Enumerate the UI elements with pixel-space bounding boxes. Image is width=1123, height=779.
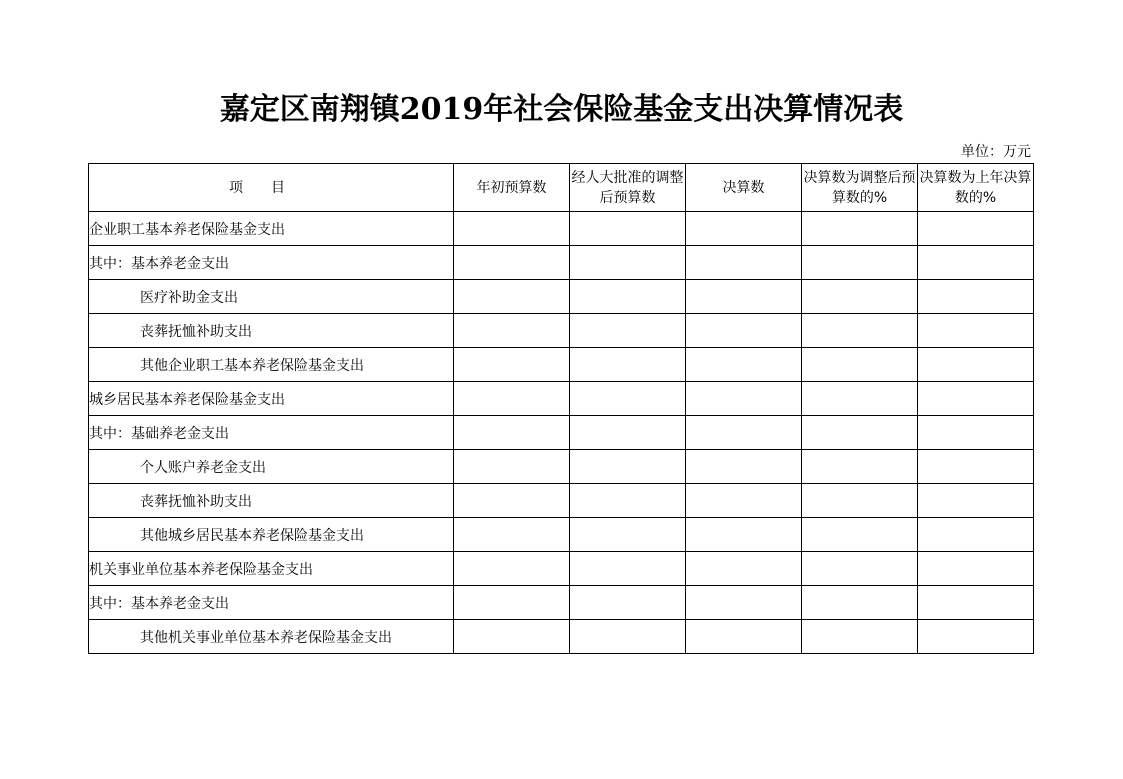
cell-final-amount bbox=[686, 620, 802, 654]
cell-adjusted-budget bbox=[570, 212, 686, 246]
cell-final-amount bbox=[686, 586, 802, 620]
cell-pct-of-last-year bbox=[918, 450, 1034, 484]
row-label: 丧葬抚恤补助支出 bbox=[89, 484, 454, 518]
cell-pct-of-adjusted bbox=[802, 620, 918, 654]
cell-initial-budget bbox=[454, 484, 570, 518]
cell-pct-of-adjusted bbox=[802, 518, 918, 552]
cell-initial-budget bbox=[454, 280, 570, 314]
unit-label: 单位：万元 bbox=[961, 144, 1031, 160]
cell-initial-budget bbox=[454, 382, 570, 416]
cell-pct-of-last-year bbox=[918, 246, 1034, 280]
cell-pct-of-adjusted bbox=[802, 450, 918, 484]
cell-pct-of-last-year bbox=[918, 416, 1034, 450]
cell-adjusted-budget bbox=[570, 450, 686, 484]
cell-adjusted-budget bbox=[570, 518, 686, 552]
cell-initial-budget bbox=[454, 212, 570, 246]
cell-pct-of-last-year bbox=[918, 348, 1034, 382]
cell-initial-budget bbox=[454, 586, 570, 620]
cell-initial-budget bbox=[454, 552, 570, 586]
cell-pct-of-adjusted bbox=[802, 416, 918, 450]
cell-final-amount bbox=[686, 246, 802, 280]
cell-pct-of-last-year bbox=[918, 280, 1034, 314]
table-row bbox=[89, 212, 1034, 246]
cell-pct-of-adjusted bbox=[802, 314, 918, 348]
cell-final-amount bbox=[686, 212, 802, 246]
expenditure-table bbox=[88, 163, 1034, 654]
row-label: 其中：基本养老金支出 bbox=[89, 246, 454, 280]
row-label: 医疗补助金支出 bbox=[89, 280, 454, 314]
cell-pct-of-last-year bbox=[918, 314, 1034, 348]
cell-pct-of-adjusted bbox=[802, 246, 918, 280]
header-final-amount: 决算数 bbox=[686, 164, 802, 212]
cell-initial-budget bbox=[454, 450, 570, 484]
cell-adjusted-budget bbox=[570, 620, 686, 654]
cell-initial-budget bbox=[454, 416, 570, 450]
cell-final-amount bbox=[686, 552, 802, 586]
cell-adjusted-budget bbox=[570, 484, 686, 518]
cell-pct-of-last-year bbox=[918, 620, 1034, 654]
cell-pct-of-last-year bbox=[918, 212, 1034, 246]
cell-pct-of-adjusted bbox=[802, 280, 918, 314]
cell-adjusted-budget bbox=[570, 552, 686, 586]
row-label: 其中：基础养老金支出 bbox=[89, 416, 454, 450]
cell-pct-of-adjusted bbox=[802, 212, 918, 246]
cell-initial-budget bbox=[454, 620, 570, 654]
cell-adjusted-budget bbox=[570, 280, 686, 314]
header-initial-budget: 年初预算数 bbox=[454, 164, 570, 212]
cell-pct-of-last-year bbox=[918, 586, 1034, 620]
table-row bbox=[89, 552, 1034, 586]
cell-final-amount bbox=[686, 484, 802, 518]
row-label: 丧葬抚恤补助支出 bbox=[89, 314, 454, 348]
cell-initial-budget bbox=[454, 348, 570, 382]
cell-final-amount bbox=[686, 348, 802, 382]
cell-initial-budget bbox=[454, 518, 570, 552]
cell-final-amount bbox=[686, 518, 802, 552]
cell-adjusted-budget bbox=[570, 314, 686, 348]
row-label: 其中：基本养老金支出 bbox=[89, 586, 454, 620]
cell-pct-of-adjusted bbox=[802, 552, 918, 586]
row-label: 机关事业单位基本养老保险基金支出 bbox=[89, 552, 454, 586]
cell-initial-budget bbox=[454, 246, 570, 280]
header-item: 项目 bbox=[89, 164, 454, 212]
header-pct-of-adjusted: 决算数为调整后预算数的% bbox=[802, 164, 918, 212]
row-label: 其他城乡居民基本养老保险基金支出 bbox=[89, 518, 454, 552]
row-label: 其他企业职工基本养老保险基金支出 bbox=[89, 348, 454, 382]
table-row bbox=[89, 620, 1034, 654]
cell-pct-of-adjusted bbox=[802, 484, 918, 518]
header-adjusted-budget: 经人大批准的调整后预算数 bbox=[570, 164, 686, 212]
table-row bbox=[89, 280, 1034, 314]
table-row bbox=[89, 348, 1034, 382]
table-row bbox=[89, 382, 1034, 416]
cell-final-amount bbox=[686, 450, 802, 484]
cell-adjusted-budget bbox=[570, 416, 686, 450]
cell-final-amount bbox=[686, 382, 802, 416]
table-row bbox=[89, 484, 1034, 518]
cell-initial-budget bbox=[454, 314, 570, 348]
table-row bbox=[89, 314, 1034, 348]
cell-pct-of-last-year bbox=[918, 518, 1034, 552]
cell-final-amount bbox=[686, 280, 802, 314]
cell-pct-of-adjusted bbox=[802, 382, 918, 416]
row-label: 个人账户养老金支出 bbox=[89, 450, 454, 484]
table-row bbox=[89, 416, 1034, 450]
cell-pct-of-adjusted bbox=[802, 348, 918, 382]
table-row bbox=[89, 518, 1034, 552]
table-row bbox=[89, 246, 1034, 280]
table-row bbox=[89, 586, 1034, 620]
row-label: 城乡居民基本养老保险基金支出 bbox=[89, 382, 454, 416]
table-body bbox=[89, 212, 1034, 654]
cell-pct-of-last-year bbox=[918, 552, 1034, 586]
cell-pct-of-last-year bbox=[918, 484, 1034, 518]
header-pct-of-last-year: 决算数为上年决算数的% bbox=[918, 164, 1034, 212]
row-label: 其他机关事业单位基本养老保险基金支出 bbox=[89, 620, 454, 654]
page-title: 嘉定区南翔镇2019年社会保险基金支出决算情况表 bbox=[219, 92, 904, 127]
cell-final-amount bbox=[686, 416, 802, 450]
table-header-row bbox=[89, 164, 1034, 212]
cell-pct-of-adjusted bbox=[802, 586, 918, 620]
cell-adjusted-budget bbox=[570, 246, 686, 280]
cell-adjusted-budget bbox=[570, 382, 686, 416]
cell-pct-of-last-year bbox=[918, 382, 1034, 416]
table-row bbox=[89, 450, 1034, 484]
cell-adjusted-budget bbox=[570, 348, 686, 382]
row-label: 企业职工基本养老保险基金支出 bbox=[89, 212, 454, 246]
cell-final-amount bbox=[686, 314, 802, 348]
cell-adjusted-budget bbox=[570, 586, 686, 620]
